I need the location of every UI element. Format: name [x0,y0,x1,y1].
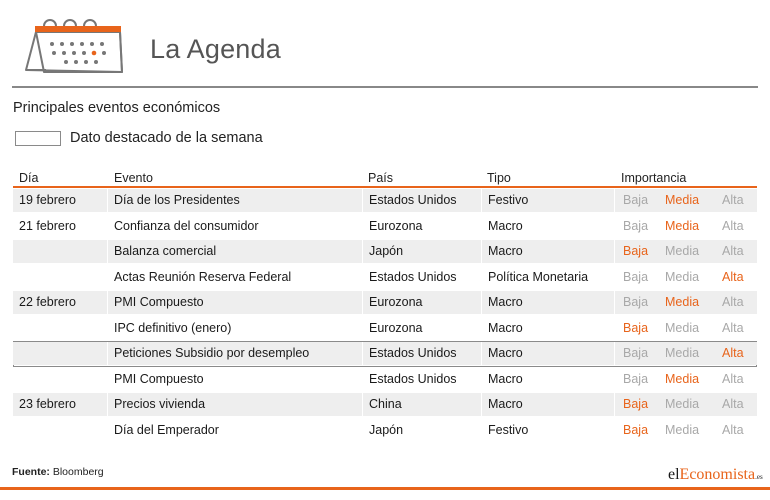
cell-importance [615,393,757,416]
table-row [13,367,757,393]
brand-suffix: .es [755,473,763,481]
cell-country: Eurozona [363,291,481,314]
cell-event: Confianza del consumidor [114,218,259,233]
column-header-dia: Día [19,171,39,185]
cell-event: Actas Reunión Reserva Federal [114,269,292,284]
cell-type: Macro [482,393,614,416]
cell-date [13,368,107,391]
cell-type: Macro [482,240,614,263]
importance-high: Alta [722,269,744,284]
table-header [13,167,757,187]
table-row [13,316,757,342]
cell-date [13,342,107,365]
cell-type: Festivo [488,422,529,437]
column-header-evento: Evento [114,171,153,185]
cell-event: Precios vivienda [108,393,362,416]
events-table [13,167,757,437]
cell-event: PMI Compuesto [108,291,362,314]
cell-date: 21 febrero [19,218,76,233]
table-row [13,418,757,444]
importance-low: Baja [623,193,649,207]
cell-event: IPC definitivo (enero) [114,320,232,335]
page-subtitle: Principales eventos económicos [13,100,221,116]
brand-prefix: el [668,466,680,483]
cell-importance [615,368,757,391]
cell-importance [615,189,757,212]
cell-date: 19 febrero [13,189,107,212]
importance-low: Baja [623,320,649,335]
importance-medium: Media [665,269,700,284]
cell-type: Política Monetaria [488,269,589,284]
importance-high: Alta [722,244,744,258]
cell-importance [615,342,757,365]
cell-event: Día del Emperador [114,422,219,437]
table-row [13,239,757,265]
cell-type: Festivo [482,189,614,212]
importance-high: Alta [722,346,744,360]
table-row [13,188,757,214]
cell-type: Macro [488,320,523,335]
cell-type: Macro [482,342,614,365]
importance-low: Baja [623,295,649,309]
calendar-icon [18,12,128,76]
cell-date [13,317,107,340]
cell-country: Eurozona [369,218,423,233]
importance-medium: Media [665,218,700,233]
legend-label: Dato destacado de la semana [70,130,263,146]
cell-importance [615,240,757,263]
importance-medium: Media [665,346,700,360]
importance-low: Baja [623,422,649,437]
column-header-tipo: Tipo [487,171,511,185]
cell-event: PMI Compuesto [114,371,204,386]
cell-country: China [363,393,481,416]
cell-date: 23 febrero [13,393,107,416]
importance-high: Alta [722,193,744,207]
column-header-pais: País [368,171,394,185]
cell-country: Estados Unidos [363,342,481,365]
importance-high: Alta [722,422,744,437]
cell-importance [615,419,757,442]
importance-medium: Media [665,244,700,258]
cell-country: Japón [369,422,404,437]
importance-low: Baja [623,397,649,411]
importance-low: Baja [623,371,649,386]
table-row [13,290,757,316]
cell-importance [615,317,757,340]
table-row [13,265,757,291]
cell-importance [615,266,757,289]
importance-medium: Media [665,193,700,207]
cell-type: Macro [488,371,523,386]
importance-high: Alta [722,218,744,233]
importance-medium: Media [665,371,700,386]
cell-importance [615,215,757,238]
cell-country: Estados Unidos [369,269,457,284]
cell-event: Balanza comercial [108,240,362,263]
cell-date [13,266,107,289]
importance-low: Baja [623,218,649,233]
column-header-importancia: Importancia [621,171,687,185]
cell-importance [615,291,757,314]
importance-medium: Media [665,295,700,309]
source-value: Bloomberg [52,466,104,478]
importance-medium: Media [665,422,700,437]
table-row [13,392,757,418]
cell-country: Eurozona [369,320,423,335]
cell-date [13,419,107,442]
bottom-accent-bar [0,487,770,490]
importance-medium: Media [665,397,700,411]
brand-accent: Economista [679,466,756,483]
cell-type: Macro [482,291,614,314]
cell-event: Peticiones Subsidio por desempleo [108,342,362,365]
importance-high: Alta [722,295,744,309]
brand-logo [668,466,763,484]
importance-low: Baja [623,244,649,258]
title-divider [12,86,758,88]
importance-high: Alta [722,371,744,386]
legend-swatch [15,131,61,146]
cell-country: Estados Unidos [369,371,457,386]
cell-event: Día de los Presidentes [108,189,362,212]
cell-type: Macro [488,218,523,233]
importance-low: Baja [623,269,649,284]
cell-date [13,240,107,263]
table-row [13,214,757,240]
cell-country: Japón [363,240,481,263]
importance-high: Alta [722,397,744,411]
source-label: Fuente: [12,466,50,478]
source-note [12,466,104,478]
page-title: La Agenda [150,34,281,64]
importance-high: Alta [722,320,744,335]
table-row [13,341,757,367]
cell-country: Estados Unidos [363,189,481,212]
importance-medium: Media [665,320,700,335]
table-body [13,188,757,443]
importance-low: Baja [623,346,649,360]
cell-date: 22 febrero [13,291,107,314]
